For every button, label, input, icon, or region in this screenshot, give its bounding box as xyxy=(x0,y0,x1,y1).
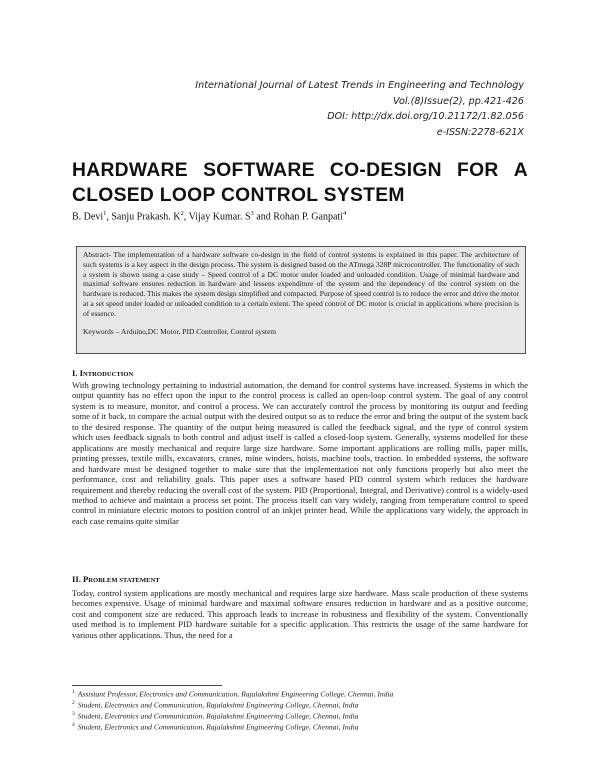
footnote-text: Assistant Professor, Electronics and Communication, Rajalakshmi Engineering College, Chennai, India xyxy=(77,689,394,699)
author-list xyxy=(72,210,346,222)
title-word: CO-DESIGN xyxy=(329,160,442,181)
abstract-box xyxy=(76,246,526,354)
footnote-marker: 4 xyxy=(72,722,75,729)
footnote-text: Student, Electronics and Communication, Rajalakshmi Engineering College, Chennai, India xyxy=(77,711,359,721)
section-title-rest: ROBLEM xyxy=(88,577,120,584)
footnote xyxy=(72,699,393,710)
section-title-rest: STATEMENT xyxy=(119,577,160,584)
introduction-text: With growing technology pertaining to industrial automation, the demand for control systems have increased. Systems in which the output quantity has no effect upon the input to the control process is called an open-loop control system. The goal of any control system is to measure, monitor, and control a process. We can accurately control the process by monitoring its output and feeding some of it back, to compare the actual output with the desired output so as to reduce the error and bring the output of the system back to the desired response. The quantity of the output being measured is called the feedback signal, and the type of control system which uses feedback signals to both control and adjust itself is called a closed-loop system. Generally, systems modelled for these applications are mostly mechanical and require large size hardware. Some important applications are rolling mills, paper mills, printing presses, textile mills, excavators, cranes, mine winders, hoists, machine tools, traction. In embedded systems, the software and hardware must be designed together to make sure that the implementation not only functions properly but also meet the performance, cost and reliability goals. This paper uses a software based PID control system which reduces the hardware requirement and thereby reducing the overall cost of the system. PID (Proportional, Integral, and Derivative) control is a widely-used method to achieve and maintain a process set point. The process itself can vary widely, ranging from temperature control to speed control in miniature electric motors to position control of an inkjet printer head. While the applications vary widely, the approach in each case remains quite similar xyxy=(72,380,528,526)
problem-statement-text: Today, control system applications are mostly mechanical and requires large size hardware. Mass scale production of these systems becomes expensive. Usage of minimal hardware and maximal software ensures reduction in hardware and as a positive outcome, cost and component size are reduced. This approach leads to increase in robustness and flexibility of the system. Conventionally used method is to implement PID hardware suitable for a specific application. This restricts the usage of the same hardware for various other applications. Thus, the need for a xyxy=(72,588,528,640)
journal-header xyxy=(195,78,524,140)
section-number: I. xyxy=(72,368,78,378)
author-name: Rohan P. Ganpati xyxy=(273,211,343,223)
journal-issn: e-ISSN:2278-621X xyxy=(436,126,524,138)
footnote-divider xyxy=(72,685,222,686)
title-word: HARDWARE xyxy=(72,160,188,181)
title-line-1 xyxy=(72,158,528,183)
author-name: Vijay Kumar. S xyxy=(188,211,251,223)
section-title-initial: P xyxy=(83,574,89,584)
footnote-text: Student, Electronics and Communication, Rajalakshmi Engineering College, Chennai, India xyxy=(77,700,359,710)
author-name: B. Devi xyxy=(72,211,104,223)
section-title-rest: NTRODUCTION xyxy=(83,371,134,378)
section-heading-introduction xyxy=(72,368,133,378)
title-line-2: CLOSED LOOP CONTROL SYSTEM xyxy=(72,185,405,206)
section-title-initial: I xyxy=(79,368,84,378)
author-separator: , xyxy=(106,211,112,223)
section-number: II. xyxy=(72,574,81,584)
author-affiliation-marker: 4 xyxy=(342,210,347,217)
title-word: FOR xyxy=(457,160,499,181)
footnote-marker: 2 xyxy=(72,700,75,707)
journal-volume: Vol.(8)Issue(2), pp.421-426 xyxy=(393,95,524,107)
footnote xyxy=(72,710,393,721)
author-affiliation-marker: 3 xyxy=(250,210,254,217)
footnote-marker: 3 xyxy=(72,711,75,718)
abstract-text: Abstract- The implementation of a hardware software co-design in the field of control systems is explained in this paper. The architecture of such systems is a key aspect in the design process. The system is designed based on the ATmega 328P microcontroller. The functionality of such a system is shown using a case study – Speed control of a DC motor under loaded and unloaded condition. Usage of minimal hardware and maximal software ensures reduction in hardware and lessens expenditure of the system and the dependency of the control system on the hardware is reduced. This makes the system design simplified and compacted. Purpose of speed control is to reduce the error and drive the motor at a set speed under loaded or unloaded condition to a certain extent. The speed control of DC motor is crucial in applications where precision is of essence. xyxy=(83,250,519,318)
paper-title xyxy=(72,158,528,208)
footnotes xyxy=(72,688,393,732)
footnote xyxy=(72,721,393,732)
journal-name: International Journal of Latest Trends in Engineering and Technology xyxy=(195,80,524,91)
author-affiliation-marker: 1 xyxy=(103,210,107,217)
journal-doi[interactable]: DOI: http://dx.doi.org/10.21172/1.82.056 xyxy=(327,111,524,122)
author-separator: and xyxy=(253,211,274,223)
footnote-marker: 1 xyxy=(72,689,75,695)
keywords: Keywords – Arduino,DC Motor, PID Controller, Control system xyxy=(83,326,277,336)
author-separator: , xyxy=(183,211,189,223)
author-affiliation-marker: 2 xyxy=(180,210,184,217)
section-heading-problem-statement xyxy=(72,574,160,584)
title-word: A xyxy=(513,160,528,181)
footnote-text: Student, Electronics and Communication, Rajalakshmi Engineering College, Chennai, India xyxy=(77,722,359,732)
title-word: SOFTWARE xyxy=(203,160,315,181)
footnote xyxy=(72,688,393,699)
author-name: Sanju Prakash. K xyxy=(111,211,181,223)
